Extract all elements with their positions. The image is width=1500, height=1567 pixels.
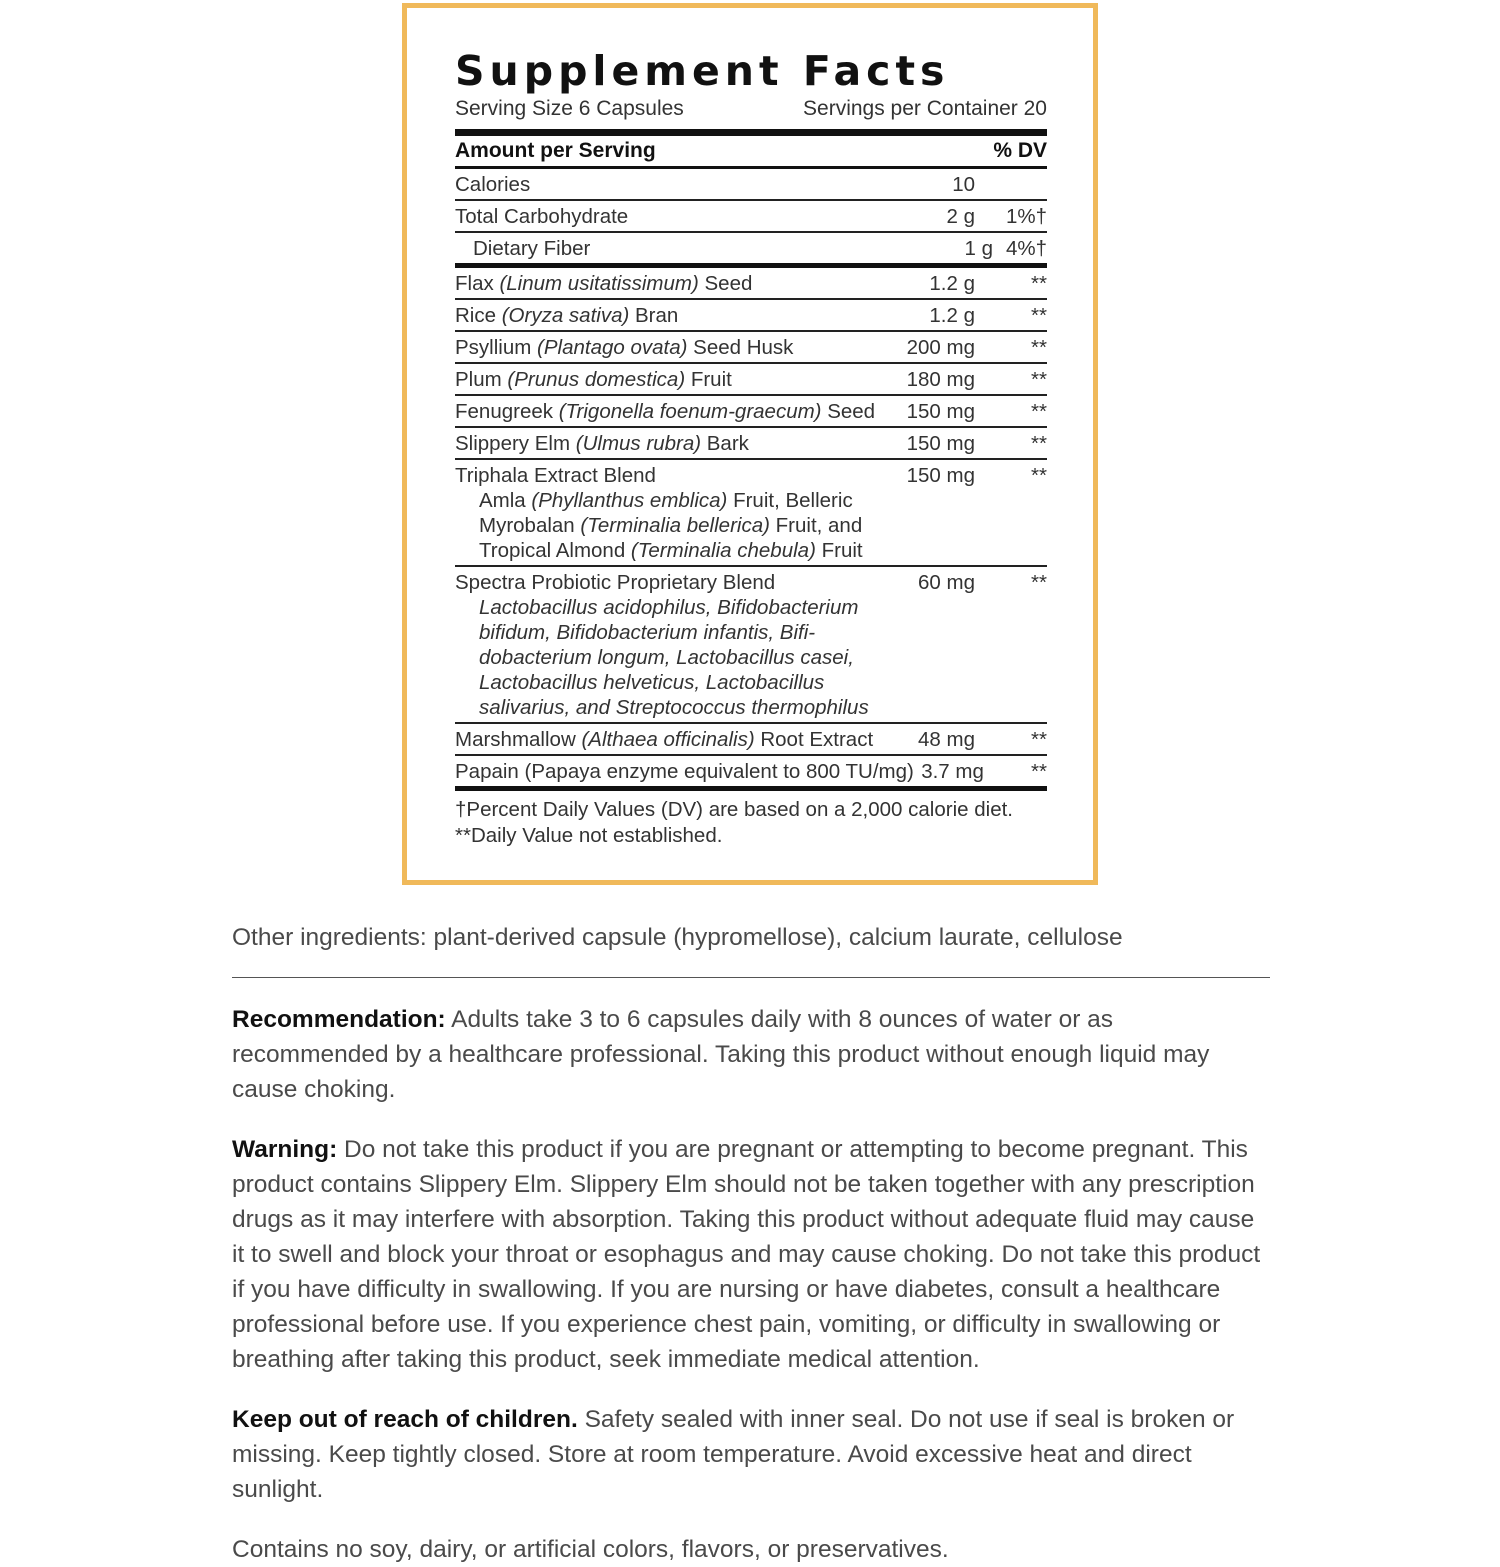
blend-components: Amla (Phyllanthus emblica) Fruit, Belleric Myrobalan (Terminalia bellerica) Fruit, and Tropical Almond (Terminalia chebula) Fruit — [479, 489, 863, 562]
divider-thick — [455, 129, 1047, 136]
row-amount: 1.2 g — [929, 304, 975, 327]
row-name: Calories — [455, 173, 531, 196]
storage: Keep out of reach of children. Safety sealed with inner seal. Do not use if seal is broken or missing. Keep tightly closed. Store at room temperature. Avoid excessive heat and direct sunlight. — [232, 1406, 1235, 1503]
divider — [232, 977, 1270, 978]
table-row — [455, 364, 1047, 396]
row-name: Slippery Elm (Ulmus rubra) Bark — [455, 432, 749, 455]
row-name: Flax (Linum usitatissimum) Seed — [455, 272, 753, 295]
row-dv: ** — [1031, 571, 1047, 594]
row-name: Fenugreek (Trigonella foenum-graecum) Seed — [455, 400, 876, 423]
recommendation: Recommendation: Adults take 3 to 6 capsules daily with 8 ounces of water or as recommended by a healthcare professional. Taking this product without enough liquid may cause choking. — [232, 1006, 1210, 1103]
row-dv: ** — [1031, 368, 1047, 391]
row-name: Spectra Probiotic Proprietary Blend Lactobacillus acidophilus, Bifidobacterium bifidum, Bifidobacterium infantis, Bifi-dobacterium longum, Lactobacillus casei, Lactobacillus helveticus, Lactobacillus salivarius, and Streptococcus thermophilus — [455, 570, 905, 720]
table-row — [455, 201, 1047, 233]
row-amount: 10 — [952, 173, 975, 196]
table-row — [455, 428, 1047, 460]
recommendation-label: Recommendation: — [232, 1006, 446, 1033]
row-name: Rice (Oryza sativa) Bran — [455, 304, 679, 327]
row-name: Marshmallow (Althaea officinalis) Root Extract — [455, 728, 874, 751]
row-name: Papain (Papaya enzyme equivalent to 800 TU/mg) — [455, 760, 914, 783]
dv-header: % DV — [993, 139, 1047, 162]
row-amount: 1.2 g — [929, 272, 975, 295]
row-dv: 4%† — [1005, 237, 1047, 260]
table-row — [455, 396, 1047, 428]
serving-info — [455, 96, 1047, 122]
supplement-facts-table — [455, 48, 1047, 849]
blend-components: Lactobacillus acidophilus, Bifidobacterium bifidum, Bifidobacterium infantis, Bifi-dobacterium longum, Lactobacillus casei, Lactobacillus helveticus, Lactobacillus salivarius, and Streptococcus thermophilus — [479, 596, 869, 719]
footnote-not-established: **Daily Value not established. — [455, 824, 723, 847]
row-dv: ** — [1031, 400, 1047, 423]
table-header — [455, 136, 1047, 169]
row-dv: ** — [1031, 272, 1047, 295]
divider-thick — [455, 786, 1047, 791]
table-row — [455, 233, 1047, 263]
row-amount: 150 mg — [906, 400, 975, 423]
row-dv: ** — [1031, 464, 1047, 487]
other-ingredients: Other ingredients: plant-derived capsule (hypromellose), calcium laurate, cellulose — [232, 924, 1123, 951]
row-dv: ** — [1031, 304, 1047, 327]
row-amount: 60 mg — [918, 571, 975, 594]
row-amount: 150 mg — [906, 432, 975, 455]
row-dv: ** — [1031, 760, 1047, 783]
storage-label: Keep out of reach of children. — [232, 1406, 578, 1433]
table-row — [455, 332, 1047, 364]
row-amount: 48 mg — [918, 728, 975, 751]
footnote-dv: †Percent Daily Values (DV) are based on a 2,000 calorie diet. — [455, 798, 1013, 821]
label-text — [232, 920, 1272, 1567]
servings-per-container: Servings per Container 20 — [803, 97, 1047, 120]
row-dv — [975, 172, 1047, 197]
warning: Warning: Do not take this product if you are pregnant or attempting to become pregnant. This product contains Slippery Elm. Slippery Elm should not be taken together with any prescription drugs as it may interfere with absorption. Taking this product without adequate fluid may cause it to swell and block your throat or esophagus and may cause choking. Do not take this product if you have difficulty in swallowing. If you are nursing or have diabetes, consult a healthcare professional before use. If you experience chest pain, vomiting, or difficulty in swallowing or breathing after taking this product, seek immediate medical attention. — [232, 1136, 1261, 1373]
row-amount: 2 g — [946, 205, 975, 228]
table-row — [455, 268, 1047, 300]
serving-size: Serving Size 6 Capsules — [455, 97, 684, 120]
row-amount: 3.7 mg — [921, 760, 984, 783]
row-dv: ** — [1031, 336, 1047, 359]
row-name: Psyllium (Plantago ovata) Seed Husk — [455, 336, 794, 359]
row-amount: 150 mg — [906, 464, 975, 487]
facts-title: Supplement Facts — [455, 47, 950, 95]
row-name: Total Carbohydrate — [455, 205, 629, 228]
row-dv: ** — [1031, 728, 1047, 751]
row-dv: 1%† — [1005, 205, 1047, 228]
supplement-facts-panel — [402, 3, 1098, 885]
amount-header: Amount per Serving — [455, 139, 656, 162]
table-row — [455, 169, 1047, 201]
row-name: Dietary Fiber — [473, 237, 591, 260]
table-row — [455, 567, 1047, 724]
table-row — [455, 756, 1047, 786]
row-dv: ** — [1031, 432, 1047, 455]
table-row — [455, 724, 1047, 756]
row-amount: 180 mg — [906, 368, 975, 391]
row-name: Plum (Prunus domestica) Fruit — [455, 368, 732, 391]
row-name: Triphala Extract Blend Amla (Phyllanthus emblica) Fruit, Belleric Myrobalan (Terminalia bellerica) Fruit, and Tropical Almond (Terminalia chebula) Fruit — [455, 463, 905, 563]
footnotes — [455, 797, 1047, 849]
contains-no: Contains no soy, dairy, or artificial colors, flavors, or preservatives. — [232, 1536, 949, 1563]
table-row — [455, 460, 1047, 567]
row-amount: 200 mg — [906, 336, 975, 359]
row-amount: 1 g — [964, 237, 993, 260]
warning-label: Warning: — [232, 1136, 338, 1163]
table-row — [455, 300, 1047, 332]
